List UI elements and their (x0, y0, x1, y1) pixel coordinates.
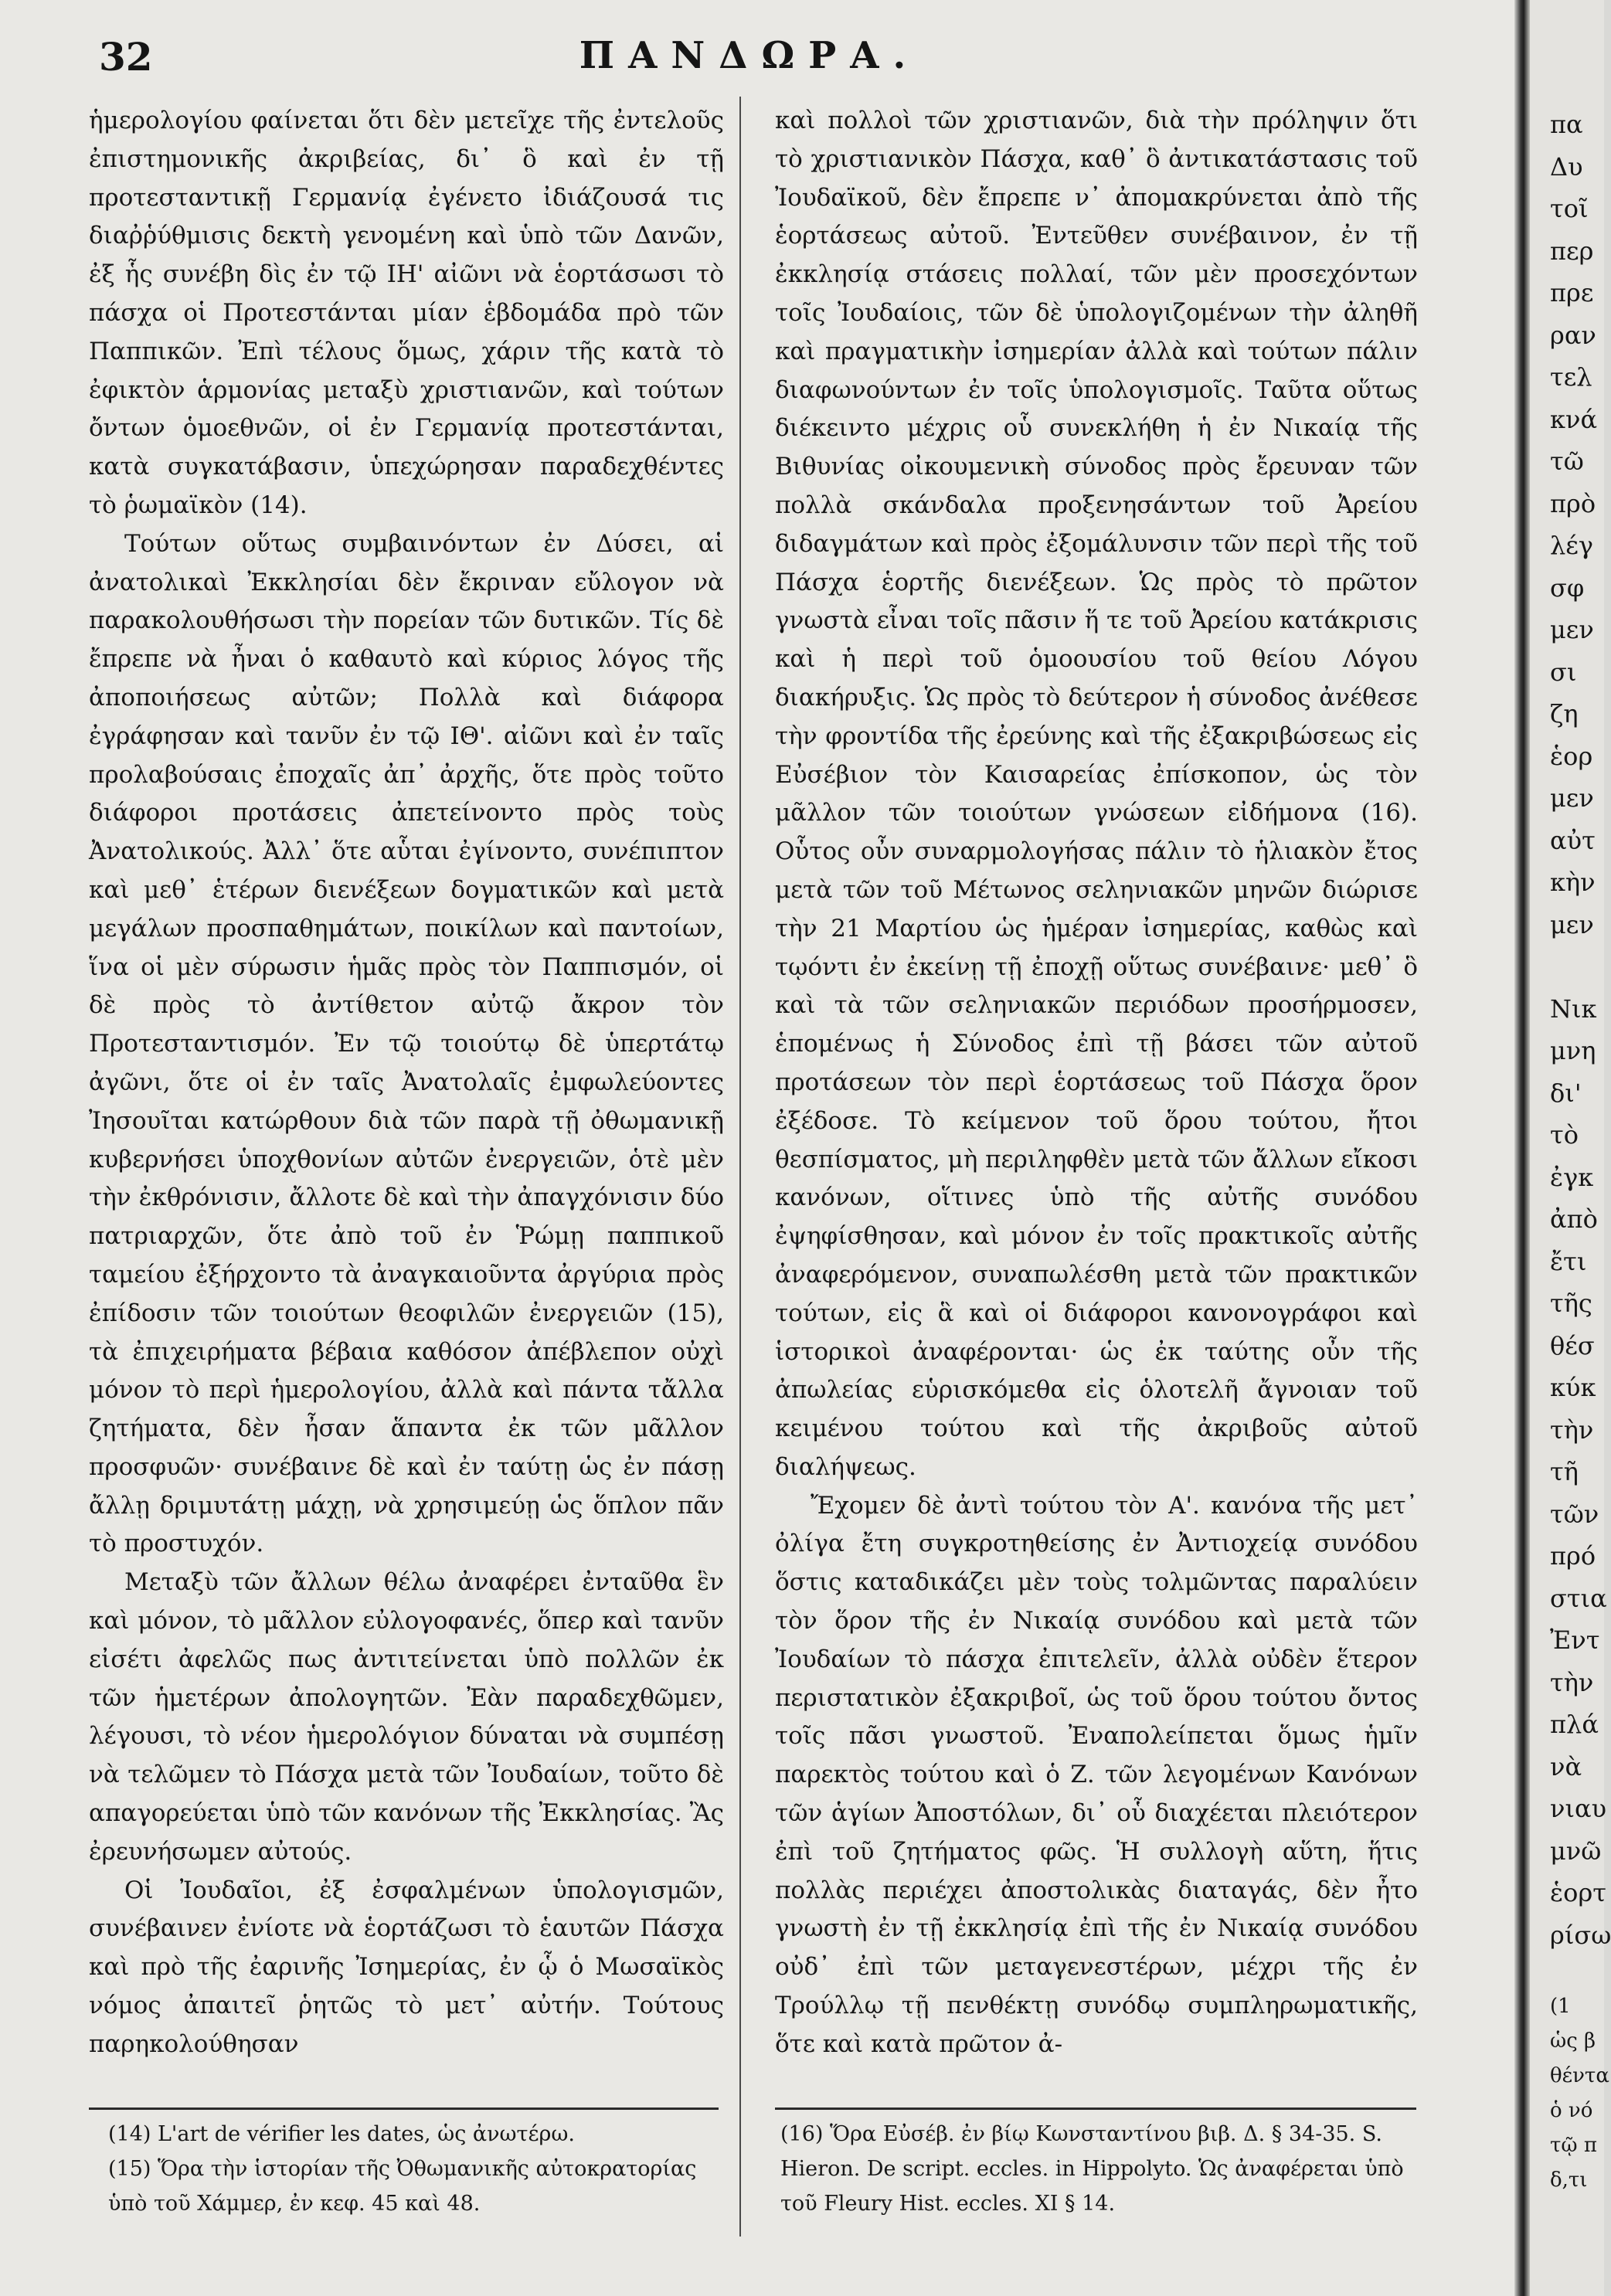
next-page-line: κύκ (1550, 1373, 1596, 1402)
next-page-line: τῆ (1550, 1457, 1579, 1486)
next-page-line: αὐτ (1550, 825, 1596, 855)
next-page-note-line: (1 (1550, 1995, 1571, 2018)
next-page-line: στια (1550, 1583, 1607, 1613)
footnote-rule (89, 2107, 719, 2110)
book-gutter (1514, 0, 1530, 2296)
next-page-line: τῆς (1550, 1289, 1592, 1318)
page-header (85, 34, 1414, 88)
next-page-line: πρὸ (1550, 488, 1596, 518)
next-page-line: τοῖ (1550, 194, 1589, 223)
paragraph: Τούτων οὕτως συμβαινόντων ἐν Δύσει, αἱ ἀνατολικαὶ Ἐκκλησίαι δὲν ἔκριναν εὔλογον νὰ παρακολουθήσωσι τὴν πορείαν τῶν δυτικῶν. Τίς δὲ ἔπρεπε νὰ ἦναι ὁ καθαυτὸ καὶ κύριος λόγος τῆς ἀποποιήσεως αὐτῶν; Πολλὰ καὶ διάφορα ἐγράφησαν καὶ τανῦν ἐν τῷ ΙΘ'. αἰῶνι καὶ ἐν ταῖς προλαβούσαις ἐποχαῖς ἀπ᾽ ἀρχῆς, ὅτε πρὸς τοῦτο διάφοροι προτάσεις ἀπετείνοντο πρὸς τοὺς Ἀνατολικούς. Ἀλλ᾽ ὅτε αὗται ἐγίνοντο, συνέπιπτον καὶ μεθ᾽ ἑτέρων διενέξεων δογματικῶν καὶ μετὰ μεγάλων προσπαθημάτων, ποικίλων καὶ παντοίων, ἵνα οἱ μὲν σύρωσιν ἡμᾶς πρὸς τὸν Παππισμόν, οἱ δὲ πρὸς τὸ ἀντίθετον αὐτῷ ἄκρον τὸν Προτεσταντισμόν. Ἐν τῷ τοιούτῳ δὲ ὑπερτάτῳ ἀγῶνι, ὅτε οἱ ἐν ταῖς Ἀνατολαῖς ἐμφωλεύοντες Ἰησουῖται κατώρθουν διὰ τῶν παρὰ τῇ ὀθωμανικῇ κυβερνήσει ὑποχθονίων αὐτῶν ἐνεργειῶν, ὁτὲ μὲν τὴν ἐκθρόνισιν, ἄλλοτε δὲ καὶ τὴν ἀπαγχόνισιν δύο πατριαρχῶν, ὅτε ἀπὸ τοῦ ἐν Ῥώμῃ παππικοῦ ταμείου ἐξήρχοντο τὰ ἀναγκαιοῦντα ἀργύρια πρὸς ἐπίδοσιν τῶν τοιούτων θεοφιλῶν ἐνεργειῶν (15), τὰ ἐπιχειρήματα βέβαια καθόσον ἀπέβλεπον οὐχὶ μόνον τὸ περὶ ἡμερολογίου, ἀλλὰ καὶ πάντα τἄλλα ζητήματα, δὲν ἦσαν ἅπαντα ἐκ τῶν μᾶλλον προσφυῶν· συνέβαινε δὲ καὶ ἐν ταύτῃ ὡς ἐν πάσῃ ἄλλῃ δριμυτάτῃ μάχῃ, νὰ χρησιμεύῃ ὡς ὅπλον πᾶν τὸ προστυχόν. (89, 529, 724, 1558)
column-divider (739, 97, 741, 2237)
next-page-line: τὴν (1550, 1415, 1594, 1445)
next-page-line: ρίσω (1550, 1920, 1611, 1950)
next-page-line: κὴν (1550, 868, 1596, 897)
next-page-note-line: θέντα (1550, 2064, 1609, 2087)
next-page-note-line: δ,τι (1550, 2169, 1588, 2192)
next-page-note-line: ὁ νό (1550, 2099, 1593, 2122)
next-page-line: ραν (1550, 320, 1596, 350)
paragraph: Μεταξὺ τῶν ἄλλων θέλω ἀναφέρει ἐνταῦθα ἓν καὶ μόνον, τὸ μᾶλλον εὐλογοφανές, ὅπερ καὶ τανῦν εἰσέτι ἀφελῶς πως ἀντιτείνεται ὑπὸ πολλῶν ἐκ τῶν ἡμετέρων ἀπολογητῶν. Ἐὰν παραδεχθῶμεν, λέγουσι, τὸ νέον ἡμερολόγιον δύναται νὰ συμπέσῃ νὰ τελῶμεν τὸ Πάσχα μετὰ τῶν Ἰουδαίων, τοῦτο δὲ απαγορεύεται ὑπὸ τῶν κανόνων τῆς Ἐκκλησίας. Ἂς ἐρευνήσωμεν αὐτούς. (89, 1568, 724, 1866)
next-page-lines (1530, 104, 1611, 1956)
footnote: (15) Ὅρα τὴν ἱστορίαν τῆς Ὀθωμανικῆς αὐτοκρατορίας ὑπὸ τοῦ Χάμμερ, ἐν κεφ. 45 καὶ 48. (108, 2157, 697, 2216)
footnote: (16) Ὅρα Εὐσέβ. ἐν βίῳ Κωνσταντίνου βιβ. Δ. § 34-35. S. Hieron. De script. eccles. in Hippolyto. Ὡς ἀναφέρεται ὑπὸ τοῦ Fleury Hist. eccles. XI § 14. (780, 2122, 1404, 2216)
next-page-line: πρε (1550, 278, 1594, 307)
footnotes-left (108, 2117, 726, 2221)
next-page-fragment (1530, 0, 1611, 2296)
footnotes-right (780, 2117, 1414, 2221)
next-page-line: Δυ (1550, 151, 1583, 182)
next-page-note-line: τῷ π (1550, 2134, 1597, 2157)
next-page-line: τῶν (1550, 1499, 1599, 1529)
next-page-line: μνη (1550, 1036, 1596, 1065)
footnote-rule (775, 2107, 1416, 2110)
next-page-line: μεν (1550, 615, 1594, 644)
next-page-line: ἐγκ (1550, 1162, 1594, 1192)
page-number: 32 (99, 34, 153, 80)
next-page-line: μνῶ (1550, 1836, 1602, 1866)
paragraph: Ἔχομεν δὲ ἀντὶ τούτου τὸν Α'. κανόνα τῆς μετ᾽ ὀλίγα ἔτη συγκροτηθείσης ἐν Ἀντιοχείᾳ συνόδου ὅστις καταδικάζει μὲν τοὺς τολμῶντας παραλύειν τὸν ὅρον τῆς ἐν Νικαίᾳ συνόδου καὶ μετὰ τῶν Ἰουδαίων τὸ πάσχα ἐπιτελεῖν, ἀλλὰ οὐδὲν ἕτερον περιστατικὸν ἐξακριβοῖ, ὡς τοῦ ὅρου τούτου ὄντος τοῖς πᾶσι γνωστοῦ. Ἐναπολείπεται ὅμως ἡμῖν παρεκτὸς τούτου καὶ ὁ Ζ. τῶν λεγομένων Κανόνων τῶν ἁγίων Ἀποστόλων, δι᾽ οὗ διαχέεται πλειότερον ἐπὶ τοῦ ζητήματος φῶς. Ἡ συλλογὴ αὕτη, ἥτις πολλὰς περιέχει ἀποστολικὰς διαταγάς, δὲν ἦτο γνωστὴ ἐν τῇ ἐκκλησίᾳ ἐπὶ τῆς ἐν Νικαίᾳ συνόδου οὐδ᾽ ἐπὶ τῶν μεταγενεστέρων, μέχρι τῆς ἐν Τρούλλῳ τῇ πενθέκτῃ συνόδῳ συμπληρωματικῆς, ὅτε καὶ κατὰ πρῶτον ἀ- (775, 1491, 1418, 2058)
next-page-line: ζη (1550, 699, 1579, 729)
left-column (89, 102, 724, 2064)
next-page-line: τῶ (1550, 447, 1584, 476)
next-page-line: περ (1550, 236, 1594, 266)
next-page-line: ἔτι (1550, 1246, 1587, 1276)
next-page-line: νὰ (1550, 1751, 1582, 1781)
right-column (775, 102, 1418, 2064)
next-page-line: πλά (1550, 1710, 1599, 1739)
next-page-line: σι (1550, 657, 1577, 687)
next-page-line: θέσ (1550, 1330, 1595, 1360)
next-page-line (1550, 946, 1611, 988)
footnote: (14) L'art de vérifier les dates, ὡς ἀνωτέρω. (108, 2122, 575, 2146)
next-page-line: πα (1550, 110, 1583, 139)
next-page-line: δι' (1550, 1078, 1582, 1108)
next-page-line: τὴν (1550, 1667, 1594, 1697)
paragraph: ἡμερολογίου φαίνεται ὅτι δὲν μετεῖχε τῆς ἐντελοῦς ἐπιστημονικῆς ἀκριβείας, δι᾽ ὃ καὶ ἐν τῇ προτεσταντικῇ Γερμανίᾳ ἐγένετο ἰδιάζουσά τις διαῤῥύθμισις δεκτὴ γενομένη καὶ ὑπὸ τῶν Δανῶν, ἐξ ἧς συνέβη δὶς ἐν τῷ ΙΗ' αἰῶνι νὰ ἑορτάσωσι τὸ πάσχα οἱ Προτεστάνται μίαν ἑβδομάδα πρὸ τῶν Παππικῶν. Ἐπὶ τέλους ὅμως, χάριν τῆς κατὰ τὸ ἐφικτὸν ἁρμονίας μεταξὺ χριστιανῶν, καὶ τούτων ὄντων ὁμοεθνῶν, οἱ ἐν Γερμανίᾳ προτεστάνται, κατὰ συγκατάβασιν, ὑπεχώρησαν παραδεχθέντες τὸ ῥωμαϊκὸν (14). (89, 107, 724, 519)
paragraph: καὶ πολλοὶ τῶν χριστιανῶν, διὰ τὴν πρόληψιν ὅτι τὸ χριστιανικὸν Πάσχα, καθ᾽ ὃ ἀντικατάστασις τοῦ Ἰουδαϊκοῦ, δὲν ἔπρεπε ν᾽ ἀπομακρύνεται ἀπὸ τῆς ἑορτάσεως αὐτοῦ. Ἐντεῦθεν συνέβαινον, ἐν τῇ ἐκκλησίᾳ στάσεις πολλαί, τῶν μὲν προσεχόντων τοῖς Ἰουδαίοις, τῶν δὲ ὑπολογιζομένων τὴν ἀληθῆ καὶ πραγματικὴν ἰσημερίαν ἀλλὰ καὶ τούτων πάλιν διαφωνούντων ἐν τοῖς ὑπολογισμοῖς. Ταῦτα οὕτως διέκειντο μέχρις οὗ συνεκλήθη ἡ ἐν Νικαίᾳ τῆς Βιθυνίας οἰκουμενικὴ σύνοδος πρὸς ἔρευναν τῶν πολλὰ σκάνδαλα προξενησάντων τοῦ Ἀρείου διδαγμάτων καὶ πρὸς ἐξομάλυνσιν τῶν περὶ τῆς τοῦ Πάσχα ἑορτῆς διενέξεων. Ὡς πρὸς τὸ πρῶτον γνωστὰ εἶναι τοῖς πᾶσιν ἥ τε τοῦ Ἀρείου κατάκρισις καὶ ἡ περὶ τοῦ ὁμοουσίου τοῦ θείου Λόγου διακήρυξις. Ὡς πρὸς τὸ δεύτερον ἡ σύνοδος ἀνέθεσε τὴν φροντίδα τῆς ἐρεύνης καὶ τῆς ἐξακριβώσεως εἰς Εὐσέβιον τὸν Καισαρείας ἐπίσκοπον, ὡς τὸν μᾶλλον τῶν τοιούτων γνώσεων εἰδήμονα (16). Οὗτος οὖν συναρμολογήσας πάλιν τὸ ἡλιακὸν ἔτος μετὰ τῶν τοῦ Μέτωνος σεληνιακῶν μηνῶν διώρισε τὴν 21 Μαρτίου ὡς ἡμέραν ἰσημερίας, καθὼς καὶ τῳόντι ἐν ἐκείνῃ τῇ ἐποχῇ οὕτως συνέβαινε· μεθ᾽ ὃ καὶ τὰ τῶν σεληνιακῶν περιόδων προσήρμοσεν, ἑπομένως ἡ Σύνοδος ἐπὶ τῇ βάσει τῶν αὐτοῦ προτάσεων τὸν περὶ ἑορτάσεως τοῦ Πάσχα ὅρον ἐξέδοσε. Τὸ κείμενον τοῦ ὅρου τούτου, ἤτοι θεσπίσματος, μὴ περιληφθὲν μετὰ τῶν ἄλλων εἴκοσι κανόνων, οἵτινες ὑπὸ τῆς αὐτῆς συνόδου ἐψηφίσθησαν, καὶ μόνον ἐν τοῖς πρακτικοῖς αὐτῆς ἀναφερόμενον, συναπωλέσθη μετὰ τῶν πρακτικῶν τούτων, εἰς ἃ καὶ οἱ διάφοροι κανονογράφοι καὶ ἱστορικοὶ ἀναφέρονται· ὡς ἐκ ταύτης οὖν τῆς ἀπωλείας εὑρισκόμεθα εἰς ὁλοτελῆ ἄγνοιαν τοῦ κειμένου τούτου καὶ τῆς ἀκριβοῦς αὐτοῦ διαλήψεως. (775, 107, 1418, 1481)
next-page-line: τελ (1550, 362, 1592, 392)
next-page-line: ἀπὸ (1550, 1204, 1598, 1234)
next-page-line: πρό (1550, 1541, 1596, 1571)
next-page-line: μεν (1550, 783, 1594, 813)
next-page-line: τὸ (1550, 1120, 1579, 1150)
next-page-line: Ἐντ (1550, 1625, 1600, 1655)
next-page-line: ἑορ (1550, 741, 1593, 771)
next-page-note-line: ὡς β (1550, 2029, 1596, 2053)
next-page-notes (1530, 1989, 1609, 2198)
next-page-line: σφ (1550, 572, 1585, 603)
next-page-line: κνά (1550, 404, 1598, 434)
next-page-line: Νικ (1550, 993, 1597, 1024)
next-page-line: νιαυ (1550, 1794, 1607, 1823)
paragraph: Οἱ Ἰουδαῖοι, ἐξ ἐσφαλμένων ὑπολογισμῶν, συνέβαινεν ἐνίοτε νὰ ἑορτάζωσι τὸ ἑαυτῶν Πάσχα καὶ πρὸ τῆς ἐαρινῆς Ἰσημερίας, ἐν ᾧ ὁ Μωσαϊκὸς νόμος ἀπαιτεῖ ῥητῶς τὸ μετ᾽ αὐτήν. Τούτους παρηκολούθησαν (89, 1876, 724, 2058)
next-page-line: λέγ (1550, 531, 1593, 560)
next-page-line: ἑορτ (1550, 1878, 1606, 1907)
next-page-line: μεν (1550, 909, 1594, 939)
running-title: ΠΑΝΔΩΡΑ. (579, 34, 920, 77)
